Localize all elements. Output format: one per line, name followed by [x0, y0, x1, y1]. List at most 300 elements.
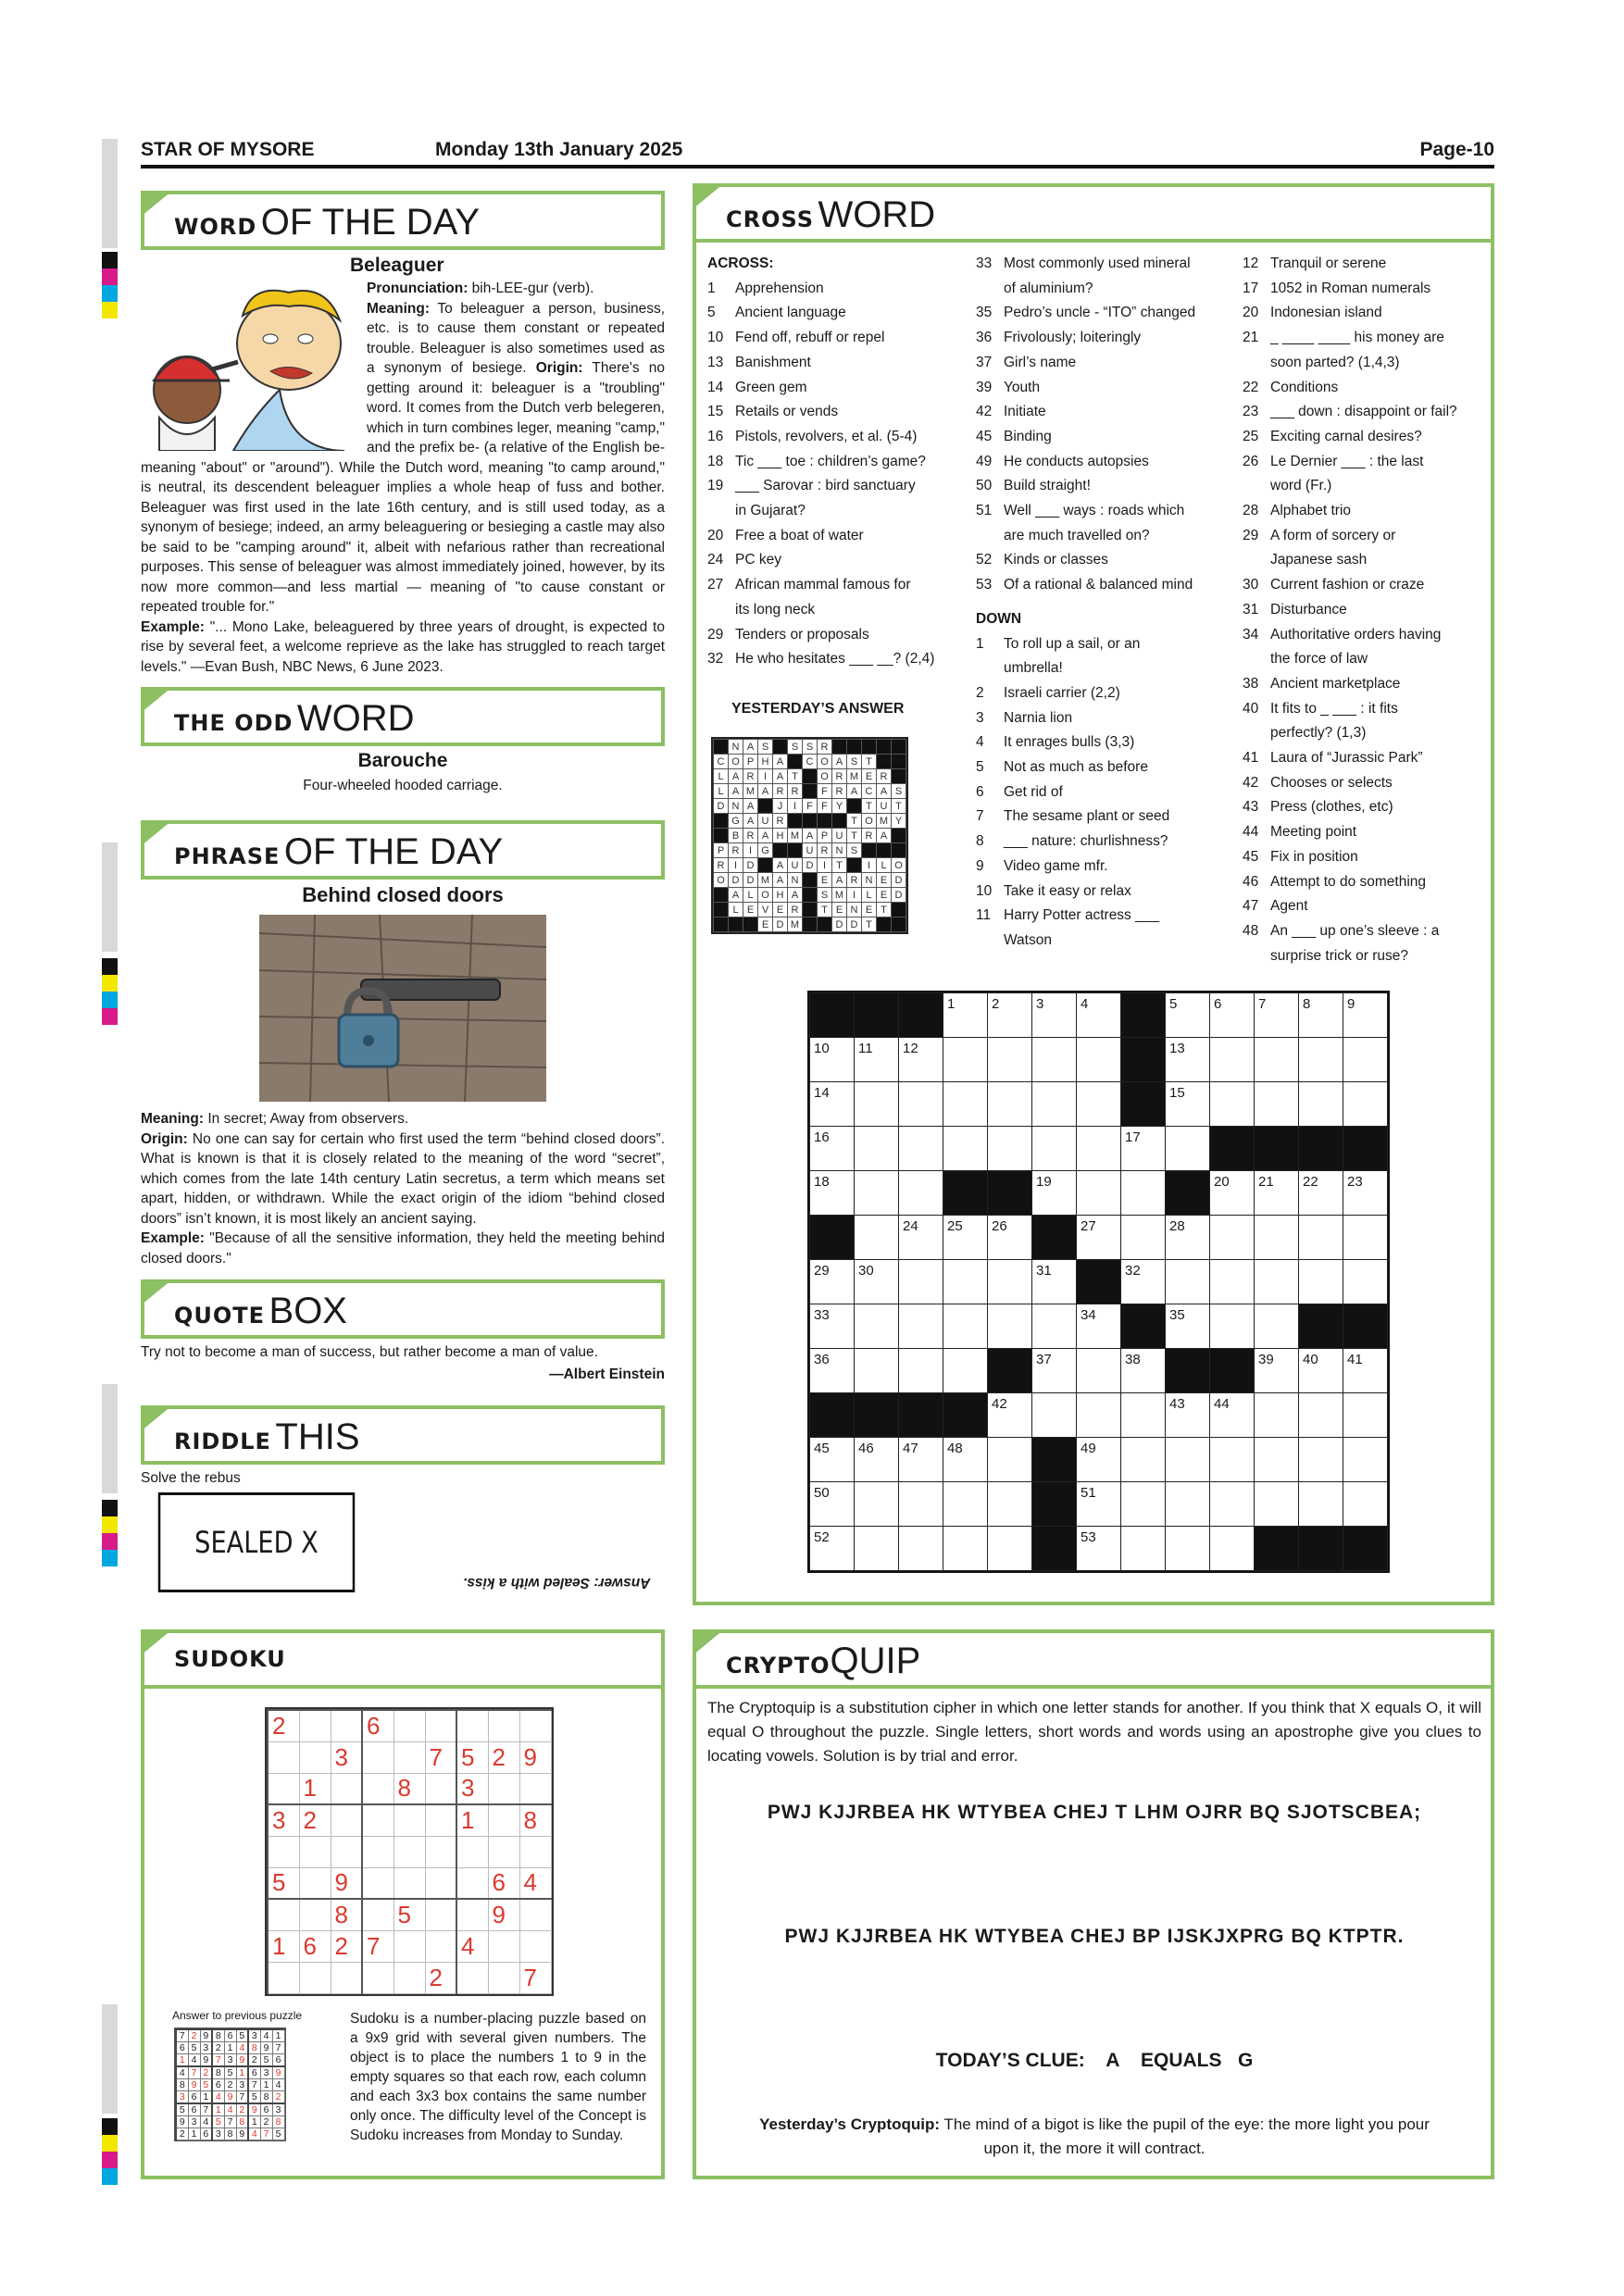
- sudoku-cell[interactable]: 2: [331, 1930, 362, 1962]
- sudoku-cell[interactable]: 4: [519, 1867, 551, 1899]
- sudoku-cell[interactable]: [394, 1867, 425, 1899]
- crossword-cell[interactable]: 9: [1343, 993, 1388, 1038]
- margin-strip: [102, 2004, 118, 2114]
- crossword-cell[interactable]: 23: [1343, 1171, 1388, 1216]
- crossword-cell[interactable]: [1255, 1438, 1299, 1482]
- crossword-cell[interactable]: [1077, 1082, 1121, 1127]
- crossword-cell[interactable]: [899, 1527, 943, 1571]
- crossword-cell[interactable]: 38: [1121, 1349, 1166, 1393]
- crossword-cell[interactable]: 52: [810, 1527, 855, 1571]
- clue-number: 50: [976, 478, 993, 494]
- answer-cell: R: [832, 784, 847, 799]
- crossword-cell[interactable]: [1210, 1260, 1255, 1304]
- sudoku-cell[interactable]: [331, 1773, 362, 1804]
- crossword-cell[interactable]: [1210, 1038, 1255, 1082]
- crossword-grid[interactable]: [807, 991, 1390, 1573]
- crossword-cell[interactable]: 31: [1032, 1260, 1077, 1304]
- crossword-cell[interactable]: 47: [899, 1438, 943, 1482]
- crossword-cell[interactable]: [1299, 1038, 1343, 1082]
- crossword-cell[interactable]: [899, 1171, 943, 1216]
- sudoku-cell[interactable]: [362, 1962, 394, 1993]
- sudoku-cell[interactable]: [425, 1930, 456, 1962]
- crossword-cell[interactable]: 22: [1299, 1171, 1343, 1216]
- sudoku-cell[interactable]: 9: [488, 1899, 519, 1930]
- crossword-cell[interactable]: [1210, 1438, 1255, 1482]
- sudoku-cell[interactable]: [394, 1962, 425, 1993]
- sudoku-cell[interactable]: 4: [456, 1930, 488, 1962]
- crossword-cell[interactable]: 4: [1077, 993, 1121, 1038]
- crossword-cell[interactable]: [1299, 1482, 1343, 1527]
- sudoku-cell[interactable]: [425, 1710, 456, 1741]
- crossword-cell[interactable]: [1121, 1482, 1166, 1527]
- sudoku-cell[interactable]: [519, 1773, 551, 1804]
- crossword-cell[interactable]: 53: [1077, 1527, 1121, 1571]
- clue-item: [707, 499, 957, 524]
- sudoku-cell[interactable]: [488, 1836, 519, 1867]
- sudoku-cell[interactable]: [299, 1836, 331, 1867]
- sudoku-cell[interactable]: [299, 1741, 331, 1773]
- crossword-cell[interactable]: [943, 1038, 988, 1082]
- crossword-cell[interactable]: [1299, 1216, 1343, 1260]
- crossword-cell[interactable]: [1166, 1527, 1210, 1571]
- crossword-cell[interactable]: [1210, 1482, 1255, 1527]
- crossword-cell[interactable]: [899, 1127, 943, 1171]
- sudoku-cell[interactable]: 1: [456, 1804, 488, 1836]
- sudoku-cell[interactable]: 6: [488, 1867, 519, 1899]
- sudoku-cell[interactable]: [394, 1741, 425, 1773]
- crossword-cell[interactable]: 48: [943, 1438, 988, 1482]
- crossword-cell[interactable]: [855, 1304, 899, 1349]
- crossword-cell[interactable]: [1343, 1438, 1388, 1482]
- sudoku-cell[interactable]: [268, 1962, 299, 1993]
- crossword-cell[interactable]: [1121, 1438, 1166, 1482]
- crossword-cell[interactable]: [1255, 1038, 1299, 1082]
- sudoku-cell[interactable]: 1: [268, 1930, 299, 1962]
- sudoku-cell[interactable]: [519, 1899, 551, 1930]
- crossword-block: [1255, 1527, 1299, 1571]
- answer-cell: L: [729, 903, 743, 917]
- crossword-cell[interactable]: [988, 1082, 1032, 1127]
- sudoku-cell[interactable]: [488, 1804, 519, 1836]
- crossword-cell[interactable]: 49: [1077, 1438, 1121, 1482]
- sudoku-cell[interactable]: 3: [268, 1804, 299, 1836]
- clue-item: [976, 880, 1226, 905]
- crossword-cell[interactable]: 34: [1077, 1304, 1121, 1349]
- clue-text: Kinds or classes: [1004, 552, 1108, 568]
- sudoku-cell[interactable]: 3: [331, 1741, 362, 1773]
- crossword-cell[interactable]: [1166, 1438, 1210, 1482]
- crossword-cell[interactable]: 43: [1166, 1393, 1210, 1438]
- previous-answer-cell: 9: [224, 2091, 236, 2104]
- sudoku-cell[interactable]: [299, 1867, 331, 1899]
- sudoku-cell[interactable]: 2: [299, 1804, 331, 1836]
- clue-text: Of a rational & balanced mind: [1004, 577, 1193, 593]
- crossword-cell[interactable]: [943, 1482, 988, 1527]
- crossword-cell[interactable]: 10: [810, 1038, 855, 1082]
- crossword-cell[interactable]: 37: [1032, 1349, 1077, 1393]
- previous-answer-cell: 4: [200, 2116, 212, 2128]
- section-title-small: CROSS: [726, 206, 814, 232]
- crossword-cell[interactable]: [1121, 1527, 1166, 1571]
- sudoku-cell[interactable]: 2: [268, 1710, 299, 1741]
- sudoku-cell[interactable]: 9: [519, 1741, 551, 1773]
- clue-text: ___ Sarovar : bird sanctuary: [735, 478, 916, 494]
- crossword-cell[interactable]: [855, 1349, 899, 1393]
- crossword-cell[interactable]: [899, 1082, 943, 1127]
- sudoku-cell[interactable]: [519, 1710, 551, 1741]
- previous-answer-cell: 4: [272, 2079, 284, 2091]
- sudoku-cell[interactable]: [394, 1930, 425, 1962]
- crossword-cell[interactable]: [1343, 1038, 1388, 1082]
- clue-item: [707, 277, 957, 302]
- sudoku-cell[interactable]: 8: [331, 1899, 362, 1930]
- previous-answer-cell: 6: [188, 2103, 200, 2116]
- clue-number: [976, 277, 1004, 302]
- crossword-cell[interactable]: [1299, 1393, 1343, 1438]
- crossword-cell[interactable]: [988, 1482, 1032, 1527]
- crossword-cell[interactable]: 24: [899, 1216, 943, 1260]
- sudoku-cell[interactable]: [331, 1710, 362, 1741]
- crossword-cell[interactable]: [855, 1171, 899, 1216]
- answer-cell: P: [818, 829, 832, 843]
- answer-cell: I: [758, 769, 773, 784]
- clue-number: 29: [1243, 527, 1259, 543]
- crossword-cell[interactable]: 14: [810, 1082, 855, 1127]
- sudoku-cell[interactable]: 2: [425, 1962, 456, 1993]
- crossword-cell[interactable]: [1343, 1260, 1388, 1304]
- crossword-cell[interactable]: [899, 1260, 943, 1304]
- crossword-cell[interactable]: 28: [1166, 1216, 1210, 1260]
- previous-answer-cell: 3: [188, 2116, 200, 2128]
- sudoku-cell[interactable]: [362, 1867, 394, 1899]
- sudoku-cell[interactable]: [425, 1836, 456, 1867]
- crossword-cell[interactable]: 13: [1166, 1038, 1210, 1082]
- crossword-block: [1032, 1216, 1077, 1260]
- sudoku-cell[interactable]: [394, 1710, 425, 1741]
- clue-number: 5: [976, 759, 984, 776]
- crossword-cell[interactable]: 29: [810, 1260, 855, 1304]
- crossword-cell[interactable]: 33: [810, 1304, 855, 1349]
- crossword-cell[interactable]: 36: [810, 1349, 855, 1393]
- clue-text: Watson: [1004, 931, 1052, 948]
- crossword-cell[interactable]: 5: [1166, 993, 1210, 1038]
- sudoku-cell[interactable]: [331, 1836, 362, 1867]
- previous-answer-cell: 8: [176, 2079, 188, 2091]
- previous-answer-cell: 3: [176, 2091, 188, 2104]
- crossword-cell[interactable]: [988, 1527, 1032, 1571]
- crossword-block: [1299, 1127, 1343, 1171]
- cartoon-illustration-icon: [141, 279, 359, 451]
- crossword-cell[interactable]: [943, 1349, 988, 1393]
- crossword-cell[interactable]: [1121, 1393, 1166, 1438]
- crossword-cell[interactable]: 39: [1255, 1349, 1299, 1393]
- sudoku-cell[interactable]: [268, 1741, 299, 1773]
- crossword-cell[interactable]: 7: [1255, 993, 1299, 1038]
- sudoku-cell[interactable]: [299, 1710, 331, 1741]
- clue-number: 51: [976, 503, 993, 519]
- corner-flag-icon: [141, 1405, 172, 1431]
- previous-answer-cell: 4: [212, 2091, 224, 2104]
- clue-number: 25: [1243, 428, 1259, 444]
- crossword-cell[interactable]: [1032, 1304, 1077, 1349]
- crossword-cell[interactable]: [855, 1082, 899, 1127]
- answer-cell: M: [758, 873, 773, 888]
- crossword-cell[interactable]: 16: [810, 1127, 855, 1171]
- clue-text: Pistols, revolvers, et al. (5-4): [735, 428, 918, 444]
- clue-number: 43: [1243, 799, 1259, 816]
- crossword-cell[interactable]: [899, 1349, 943, 1393]
- sudoku-cell[interactable]: 5: [456, 1741, 488, 1773]
- crossword-cell[interactable]: 12: [899, 1038, 943, 1082]
- sudoku-cell[interactable]: [268, 1773, 299, 1804]
- clue-number: 20: [1243, 305, 1259, 321]
- crossword-cell[interactable]: [1299, 1082, 1343, 1127]
- clue-number: 9: [976, 857, 984, 874]
- crossword-cell[interactable]: [899, 1482, 943, 1527]
- sudoku-cell[interactable]: [519, 1836, 551, 1867]
- crossword-cell[interactable]: 30: [855, 1260, 899, 1304]
- sudoku-cell[interactable]: 9: [331, 1867, 362, 1899]
- crossword-cell[interactable]: 19: [1032, 1171, 1077, 1216]
- sudoku-cell[interactable]: [488, 1773, 519, 1804]
- crossword-cell[interactable]: 27: [1077, 1216, 1121, 1260]
- crossword-cell[interactable]: [855, 1127, 899, 1171]
- crossword-cell[interactable]: [943, 1260, 988, 1304]
- sudoku-cell[interactable]: [331, 1962, 362, 1993]
- crossword-cell[interactable]: [1210, 1216, 1255, 1260]
- clue-number: [976, 929, 1004, 954]
- clue-item: [1243, 376, 1487, 401]
- answer-cell: A: [729, 784, 743, 799]
- crossword-cell[interactable]: [1166, 1482, 1210, 1527]
- crossword-cell[interactable]: [1255, 1082, 1299, 1127]
- crossword-cell[interactable]: [988, 1438, 1032, 1482]
- crossword-cell[interactable]: [1299, 1260, 1343, 1304]
- crossword-cell[interactable]: [1255, 1304, 1299, 1349]
- crossword-cell[interactable]: 45: [810, 1438, 855, 1482]
- sudoku-cell[interactable]: 6: [299, 1930, 331, 1962]
- clue-number: 5: [707, 305, 716, 321]
- sudoku-cell[interactable]: [425, 1899, 456, 1930]
- crossword-cell[interactable]: [1032, 1127, 1077, 1171]
- sudoku-cell[interactable]: 1: [299, 1773, 331, 1804]
- crossword-block: [988, 1171, 1032, 1216]
- previous-answer-cell: 8: [212, 2066, 224, 2079]
- sudoku-cell[interactable]: 6: [362, 1710, 394, 1741]
- crossword-cell[interactable]: [988, 1304, 1032, 1349]
- answer-cell: L: [877, 858, 892, 873]
- crossword-cell[interactable]: [1032, 1038, 1077, 1082]
- sudoku-description: Sudoku is a number-placing puzzle based on a 9x9 grid with several given numbers. The object is to place the numbers 1 to 9 in the empty squares so that each row, each column and each 3x3 box contains the same number only once. The difficulty level of the Concept is Sudoku increases from Monday to Sunday.: [350, 2011, 646, 2143]
- answer-cell: S: [847, 843, 862, 858]
- previous-answer-cell: 8: [236, 2116, 248, 2128]
- section-title-large: OF THE DAY: [283, 831, 504, 872]
- clue-item: [1243, 944, 1487, 969]
- clue-text: Pedro’s uncle - “ITO” changed: [1004, 305, 1196, 321]
- crossword-cell[interactable]: 15: [1166, 1082, 1210, 1127]
- previous-answer-cell: 5: [212, 2116, 224, 2128]
- crossword-cell[interactable]: [1255, 1260, 1299, 1304]
- answer-block: [758, 799, 773, 814]
- crossword-cell[interactable]: 6: [1210, 993, 1255, 1038]
- sudoku-cell[interactable]: [488, 1930, 519, 1962]
- crossword-cell[interactable]: [1343, 1082, 1388, 1127]
- crossword-cell[interactable]: 21: [1255, 1171, 1299, 1216]
- crossword-cell[interactable]: [1077, 1127, 1121, 1171]
- crossword-cell[interactable]: [855, 1216, 899, 1260]
- crossword-cell[interactable]: [988, 1260, 1032, 1304]
- crossword-cell[interactable]: 35: [1166, 1304, 1210, 1349]
- clue-text: Alphabet trio: [1270, 503, 1352, 519]
- crossword-cell[interactable]: [1255, 1482, 1299, 1527]
- crossword-cell[interactable]: [1121, 1216, 1166, 1260]
- sudoku-cell[interactable]: 5: [268, 1867, 299, 1899]
- crossword-cell[interactable]: [943, 1304, 988, 1349]
- crossword-cell[interactable]: [1343, 1393, 1388, 1438]
- clue-number: 37: [976, 354, 993, 370]
- clue-text: ___ nature: churlishness?: [1004, 833, 1168, 850]
- crossword-cell[interactable]: [1210, 1527, 1255, 1571]
- sudoku-cell[interactable]: [456, 1836, 488, 1867]
- sudoku-cell[interactable]: [362, 1804, 394, 1836]
- clue-item: [1243, 301, 1487, 326]
- origin-label: Origin:: [141, 1130, 188, 1147]
- crossword-cell[interactable]: [899, 1304, 943, 1349]
- crossword-cell[interactable]: [988, 1127, 1032, 1171]
- crossword-cell[interactable]: 17: [1121, 1127, 1166, 1171]
- clue-text: Japanese sash: [1270, 552, 1368, 568]
- crossword-cell[interactable]: [855, 1527, 899, 1571]
- crossword-cell[interactable]: [1077, 1393, 1121, 1438]
- clue-number: 19: [707, 478, 724, 494]
- sudoku-cell[interactable]: [331, 1804, 362, 1836]
- crossword-cell[interactable]: [1077, 1038, 1121, 1082]
- crossword-cell[interactable]: [1210, 1082, 1255, 1127]
- clue-number: 6: [976, 783, 984, 800]
- crossword-cell[interactable]: [1343, 1482, 1388, 1527]
- sudoku-cell[interactable]: 5: [394, 1899, 425, 1930]
- clue-number: 45: [976, 428, 993, 444]
- sudoku-cell[interactable]: [456, 1899, 488, 1930]
- crossword-cell[interactable]: [1032, 1393, 1077, 1438]
- crossword-cell[interactable]: 32: [1121, 1260, 1166, 1304]
- sudoku-cell[interactable]: 8: [394, 1773, 425, 1804]
- answer-block: [788, 843, 803, 858]
- sudoku-cell[interactable]: [488, 1962, 519, 1993]
- crossword-cell[interactable]: [1032, 1082, 1077, 1127]
- clue-text: The sesame plant or seed: [1004, 808, 1170, 825]
- sudoku-cell[interactable]: [425, 1773, 456, 1804]
- sudoku-cell[interactable]: [519, 1930, 551, 1962]
- sudoku-cell[interactable]: 7: [362, 1930, 394, 1962]
- crossword-cell[interactable]: 42: [988, 1393, 1032, 1438]
- clue-text: Ancient marketplace: [1270, 675, 1401, 692]
- clue-number: 44: [1243, 824, 1259, 841]
- sudoku-cell[interactable]: [268, 1836, 299, 1867]
- crossword-cell[interactable]: 40: [1299, 1349, 1343, 1393]
- sudoku-cell[interactable]: [299, 1962, 331, 1993]
- crossword-cell[interactable]: 51: [1077, 1482, 1121, 1527]
- crossword-cell[interactable]: [988, 1038, 1032, 1082]
- crossword-cell[interactable]: 2: [988, 993, 1032, 1038]
- sudoku-cell[interactable]: [362, 1899, 394, 1930]
- previous-answer-cell: 6: [224, 2029, 236, 2042]
- crossword-cell[interactable]: [855, 1482, 899, 1527]
- sudoku-cell[interactable]: [425, 1867, 456, 1899]
- crossword-cell[interactable]: [1255, 1216, 1299, 1260]
- margin-strip: [102, 1384, 118, 1493]
- sudoku-cell[interactable]: [362, 1741, 394, 1773]
- crossword-cell[interactable]: [1343, 1216, 1388, 1260]
- clue-text: word (Fr.): [1270, 478, 1332, 494]
- sudoku-cell[interactable]: [362, 1773, 394, 1804]
- answer-cell: C: [862, 784, 877, 799]
- crossword-block: [943, 1393, 988, 1438]
- previous-answer-cell: 2: [272, 2091, 284, 2104]
- crossword-cell[interactable]: [1077, 1171, 1121, 1216]
- sudoku-cell[interactable]: 7: [519, 1962, 551, 1993]
- crossword-cell[interactable]: 25: [943, 1216, 988, 1260]
- crossword-cell[interactable]: [1166, 1260, 1210, 1304]
- sudoku-cell[interactable]: [268, 1899, 299, 1930]
- crossword-cell[interactable]: 26: [988, 1216, 1032, 1260]
- sudoku-cell[interactable]: [394, 1836, 425, 1867]
- crossword-cell[interactable]: 1: [943, 993, 988, 1038]
- crossword-cell[interactable]: [1166, 1127, 1210, 1171]
- sudoku-cell[interactable]: 7: [425, 1741, 456, 1773]
- sudoku-cell[interactable]: [362, 1836, 394, 1867]
- sudoku-cell[interactable]: [488, 1710, 519, 1741]
- corner-flag-icon: [141, 820, 172, 846]
- previous-answer-cell: 1: [260, 2079, 272, 2091]
- sudoku-cell[interactable]: [456, 1962, 488, 1993]
- clue-item: [707, 474, 957, 499]
- crossword-cell[interactable]: [943, 1527, 988, 1571]
- sudoku-cell[interactable]: [299, 1899, 331, 1930]
- sudoku-cell[interactable]: [425, 1804, 456, 1836]
- sudoku-cell[interactable]: 3: [456, 1773, 488, 1804]
- crossword-cell[interactable]: 50: [810, 1482, 855, 1527]
- previous-answer-cell: 6: [176, 2042, 188, 2054]
- answer-block: [773, 740, 788, 755]
- crossword-cell[interactable]: 20: [1210, 1171, 1255, 1216]
- sudoku-cell[interactable]: [394, 1804, 425, 1836]
- crossword-cell[interactable]: [943, 1127, 988, 1171]
- crossword-cell[interactable]: [1121, 1171, 1166, 1216]
- crossword-cell[interactable]: [1299, 1438, 1343, 1482]
- answer-cell: I: [847, 888, 862, 903]
- answer-cell: O: [818, 755, 832, 769]
- sudoku-cell[interactable]: 2: [488, 1741, 519, 1773]
- crossword-cell[interactable]: [943, 1082, 988, 1127]
- answer-block: [714, 740, 729, 755]
- crossword-cell[interactable]: [1210, 1304, 1255, 1349]
- sudoku-cell[interactable]: [456, 1710, 488, 1741]
- crossword-cell[interactable]: 41: [1343, 1349, 1388, 1393]
- sudoku-grid[interactable]: [265, 1707, 554, 1996]
- crossword-cell[interactable]: 46: [855, 1438, 899, 1482]
- sudoku-cell[interactable]: 8: [519, 1804, 551, 1836]
- crossword-cell[interactable]: 3: [1032, 993, 1077, 1038]
- crossword-cell[interactable]: 8: [1299, 993, 1343, 1038]
- sudoku-cell[interactable]: [456, 1867, 488, 1899]
- crossword-cell[interactable]: 44: [1210, 1393, 1255, 1438]
- crossword-cell[interactable]: [1255, 1393, 1299, 1438]
- answer-block: [892, 769, 906, 784]
- crossword-cell[interactable]: [1077, 1349, 1121, 1393]
- crossword-cell[interactable]: 18: [810, 1171, 855, 1216]
- crossword-cell[interactable]: 11: [855, 1038, 899, 1082]
